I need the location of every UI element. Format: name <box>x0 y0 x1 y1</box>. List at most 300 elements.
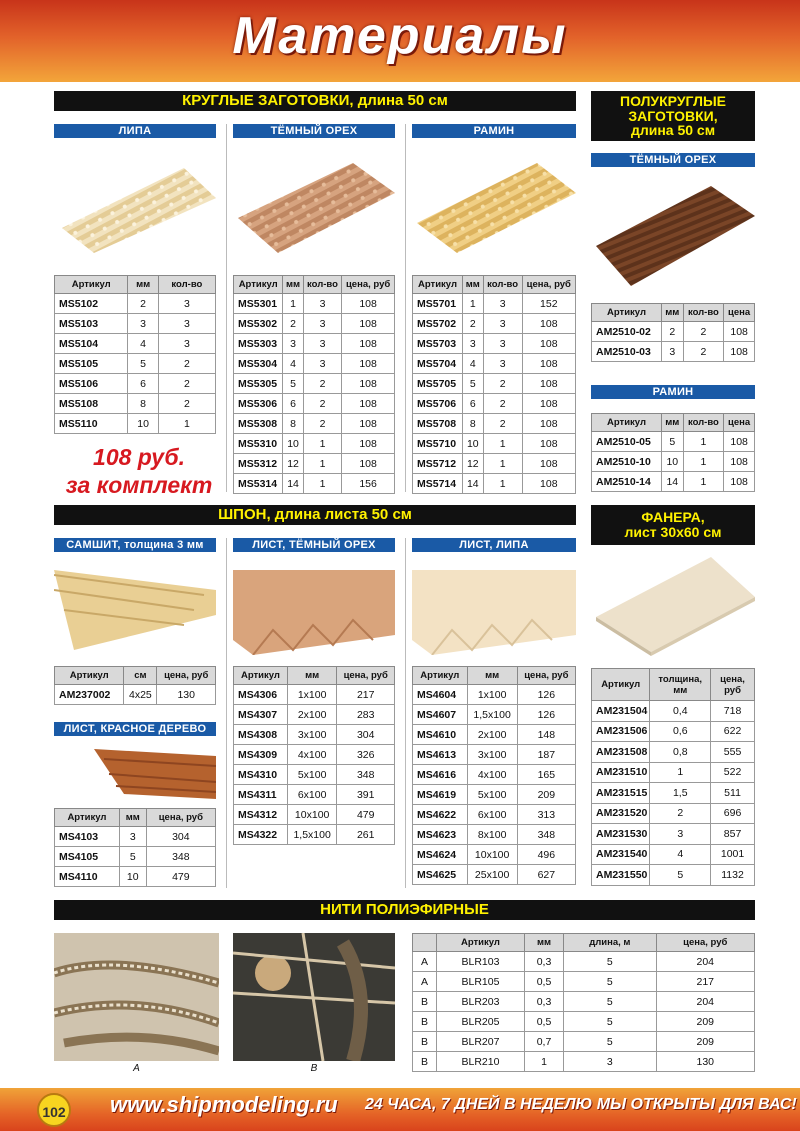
table-cell: 1 <box>683 472 724 492</box>
samshit-table <box>54 666 216 705</box>
table-cell: 4x25 <box>124 685 157 705</box>
website-link[interactable]: www.shipmodeling.ru <box>110 1092 338 1117</box>
table-cell: MS4310 <box>234 765 288 785</box>
table-cell: A <box>413 972 437 992</box>
table-cell: MS4103 <box>55 827 120 847</box>
table-row <box>413 952 755 972</box>
table-row <box>413 1032 755 1052</box>
plywood-image <box>591 552 755 657</box>
table-row <box>234 434 395 454</box>
table-cell: MS4616 <box>413 765 468 785</box>
table-cell: 496 <box>517 845 575 865</box>
column-header: мм <box>662 304 684 322</box>
table-cell: 2x100 <box>467 725 517 745</box>
table-cell: 348 <box>517 825 575 845</box>
table-cell: 304 <box>146 827 215 847</box>
table-cell: BLR205 <box>437 1012 525 1032</box>
table-cell: 4 <box>128 334 158 354</box>
table-cell: 1 <box>303 474 341 494</box>
table-cell: 217 <box>337 685 395 705</box>
table-cell: 3 <box>462 334 483 354</box>
table-cell: 1 <box>303 434 341 454</box>
table-cell: 209 <box>656 1032 754 1052</box>
half-ramin-table <box>591 413 755 492</box>
footer-slogan: 24 ЧАСА, 7 ДНЕЙ В НЕДЕЛЮ МЫ ОТКРЫТЫ ДЛЯ ВАС! <box>365 1096 797 1113</box>
table-cell: 5 <box>128 354 158 374</box>
table-row <box>413 705 576 725</box>
table-cell: 1 <box>683 452 724 472</box>
column-header: Артикул <box>234 667 288 685</box>
table-row <box>413 334 576 354</box>
table-row <box>413 414 576 434</box>
table-row <box>234 805 395 825</box>
half-title-line-1: ПОЛУКРУГЛЫЕ <box>620 92 726 109</box>
table-cell: AM231540 <box>592 844 650 865</box>
table-cell: MS4105 <box>55 847 120 867</box>
oreh-round-label: ТЁМНЫЙ ОРЕХ <box>233 124 395 138</box>
table-cell: 108 <box>724 452 755 472</box>
promo-price <box>54 443 224 499</box>
plywood-table <box>591 668 755 886</box>
column-header: мм <box>128 276 158 294</box>
table-cell: 326 <box>337 745 395 765</box>
table-cell: MS4312 <box>234 805 288 825</box>
half-round-title <box>591 91 755 141</box>
table-cell: MS4607 <box>413 705 468 725</box>
table-row <box>55 314 216 334</box>
table-cell: 1 <box>650 762 711 783</box>
table-cell: 1132 <box>711 865 755 886</box>
table-cell: 3 <box>158 294 215 314</box>
table-cell: 5 <box>564 952 656 972</box>
lipa-round-label: ЛИПА <box>54 124 216 138</box>
oreh-rods-image <box>233 148 395 253</box>
table-row <box>234 294 395 314</box>
table-row <box>55 847 216 867</box>
table-cell: 1 <box>524 1052 563 1072</box>
table-row <box>413 745 576 765</box>
table-cell: 2 <box>683 342 724 362</box>
table-cell: 2 <box>158 394 215 414</box>
table-cell: 10x100 <box>287 805 337 825</box>
table-cell: 25x100 <box>467 865 517 885</box>
table-row <box>234 374 395 394</box>
table-row <box>234 314 395 334</box>
table-cell: 108 <box>522 374 575 394</box>
table-cell: A <box>413 952 437 972</box>
table-cell: MS5705 <box>413 374 463 394</box>
table-row <box>413 454 576 474</box>
table-cell: MS4604 <box>413 685 468 705</box>
column-header: мм <box>119 809 146 827</box>
table-cell: MS5301 <box>234 294 283 314</box>
table-row <box>55 685 216 705</box>
column-header: кол-во <box>683 304 724 322</box>
table-cell: 3 <box>662 342 684 362</box>
table-cell: 108 <box>724 472 755 492</box>
table-header-row <box>55 667 216 685</box>
column-header: Артикул <box>55 276 128 294</box>
table-cell: 5 <box>650 865 711 886</box>
veneer-section-title: ШПОН, длина листа 50 см <box>54 505 576 525</box>
table-cell: 3 <box>564 1052 656 1072</box>
table-cell: MS5701 <box>413 294 463 314</box>
table-row <box>413 294 576 314</box>
table-cell: 2 <box>650 803 711 824</box>
table-cell: 3x100 <box>287 725 337 745</box>
column-header: Артикул <box>413 667 468 685</box>
table-cell: AM2510-10 <box>592 452 662 472</box>
table-header-row <box>413 276 576 294</box>
column-header: мм <box>662 414 684 432</box>
table-cell: 3 <box>119 827 146 847</box>
table-row <box>413 374 576 394</box>
table-cell: MS4311 <box>234 785 288 805</box>
table-cell: 4 <box>283 354 303 374</box>
table-cell: MS5103 <box>55 314 128 334</box>
table-row <box>592 721 755 742</box>
column-divider <box>405 124 406 492</box>
table-cell: BLR105 <box>437 972 525 992</box>
table-row <box>592 342 755 362</box>
table-cell: 8 <box>283 414 303 434</box>
table-cell: 108 <box>342 454 395 474</box>
table-cell: 522 <box>711 762 755 783</box>
table-cell: 5 <box>564 1012 656 1032</box>
column-header: Артикул <box>413 276 463 294</box>
table-row <box>234 725 395 745</box>
table-cell: 261 <box>337 825 395 845</box>
half-oreh-table <box>591 303 755 362</box>
column-header: толщина, мм <box>650 669 711 701</box>
table-cell: 4 <box>462 354 483 374</box>
table-row <box>592 742 755 763</box>
table-cell: AM231550 <box>592 865 650 886</box>
column-header: см <box>124 667 157 685</box>
table-cell: 5x100 <box>467 785 517 805</box>
table-cell: 1 <box>483 454 522 474</box>
table-cell: 696 <box>711 803 755 824</box>
table-cell: 1 <box>462 294 483 314</box>
table-cell: 6 <box>128 374 158 394</box>
table-cell: 3 <box>303 294 341 314</box>
red-wood-image <box>54 744 216 799</box>
round-section-title: КРУГЛЫЕ ЗАГОТОВКИ, длина 50 см <box>54 91 576 111</box>
table-header-row <box>413 667 576 685</box>
table-cell: 2 <box>483 394 522 414</box>
table-cell: 3 <box>283 334 303 354</box>
table-cell: MS4625 <box>413 865 468 885</box>
table-row <box>413 314 576 334</box>
table-cell: 187 <box>517 745 575 765</box>
table-cell: AM2510-02 <box>592 322 662 342</box>
table-cell: 130 <box>656 1052 754 1072</box>
column-header: мм <box>287 667 337 685</box>
table-cell: 14 <box>662 472 684 492</box>
table-row <box>592 701 755 722</box>
table-cell: 10 <box>662 452 684 472</box>
table-cell: 3x100 <box>467 745 517 765</box>
table-cell: B <box>413 992 437 1012</box>
column-header: кол-во <box>483 276 522 294</box>
half-oreh-image <box>591 176 755 286</box>
table-cell: 10x100 <box>467 845 517 865</box>
plywood-title-line-2: лист 30x60 см <box>624 524 722 540</box>
table-cell: 2 <box>662 322 684 342</box>
table-cell: 152 <box>522 294 575 314</box>
table-cell: AM2510-05 <box>592 432 662 452</box>
thread-b-caption: B <box>310 1063 318 1074</box>
table-cell: 1 <box>483 434 522 454</box>
table-cell: MS5312 <box>234 454 283 474</box>
table-cell: MS5108 <box>55 394 128 414</box>
table-cell: 204 <box>656 992 754 1012</box>
table-row <box>55 294 216 314</box>
column-header: цена, руб <box>157 667 216 685</box>
table-cell: 108 <box>342 354 395 374</box>
table-header-row <box>234 276 395 294</box>
table-cell: MS4619 <box>413 785 468 805</box>
table-row <box>413 394 576 414</box>
table-cell: 217 <box>656 972 754 992</box>
column-header: кол-во <box>303 276 341 294</box>
table-cell: 2 <box>462 314 483 334</box>
veneer-lipa-label: ЛИСТ, ЛИПА <box>412 538 576 552</box>
table-cell: 0,5 <box>524 972 563 992</box>
table-cell: 108 <box>342 314 395 334</box>
table-cell: 2 <box>128 294 158 314</box>
table-cell: BLR203 <box>437 992 525 1012</box>
table-cell: MS5102 <box>55 294 128 314</box>
table-cell: 3 <box>158 334 215 354</box>
table-cell: MS4610 <box>413 725 468 745</box>
table-cell: 14 <box>283 474 303 494</box>
thread-a-caption: A <box>133 1063 140 1074</box>
column-header: цена <box>724 304 755 322</box>
table-row <box>413 434 576 454</box>
table-cell: 14 <box>462 474 483 494</box>
column-header: цена, руб <box>342 276 395 294</box>
table-cell: 126 <box>517 705 575 725</box>
table-cell: 5 <box>564 972 656 992</box>
table-cell: MS5305 <box>234 374 283 394</box>
table-cell: 0,3 <box>524 992 563 1012</box>
table-cell: AM231508 <box>592 742 650 763</box>
table-cell: 126 <box>517 685 575 705</box>
table-row <box>55 374 216 394</box>
table-cell: 108 <box>522 354 575 374</box>
table-cell: AM2510-03 <box>592 342 662 362</box>
table-row <box>592 783 755 804</box>
table-cell: B <box>413 1012 437 1032</box>
table-row <box>234 705 395 725</box>
half-oreh-label: ТЁМНЫЙ ОРЕХ <box>591 153 755 167</box>
table-cell: 108 <box>522 434 575 454</box>
table-cell: 391 <box>337 785 395 805</box>
table-cell: 3 <box>303 334 341 354</box>
table-cell: 1x100 <box>467 685 517 705</box>
table-cell: MS4623 <box>413 825 468 845</box>
table-cell: 5 <box>119 847 146 867</box>
table-cell: MS4613 <box>413 745 468 765</box>
table-cell: 3 <box>158 314 215 334</box>
table-cell: 479 <box>337 805 395 825</box>
table-cell: MS5105 <box>55 354 128 374</box>
table-row <box>592 472 755 492</box>
table-cell: 156 <box>342 474 395 494</box>
table-cell: 2x100 <box>287 705 337 725</box>
table-cell: 108 <box>522 334 575 354</box>
table-cell: 209 <box>656 1012 754 1032</box>
column-header: мм <box>467 667 517 685</box>
table-cell: BLR103 <box>437 952 525 972</box>
table-cell: 718 <box>711 701 755 722</box>
table-cell: MS4308 <box>234 725 288 745</box>
table-cell: B <box>413 1032 437 1052</box>
veneer-oreh-table <box>233 666 395 845</box>
table-cell: MS5314 <box>234 474 283 494</box>
table-row <box>413 785 576 805</box>
column-header: Артикул <box>592 414 662 432</box>
table-row <box>234 745 395 765</box>
table-cell: 2 <box>283 314 303 334</box>
table-cell: 5x100 <box>287 765 337 785</box>
table-header-row <box>592 669 755 701</box>
table-row <box>413 825 576 845</box>
column-header: мм <box>462 276 483 294</box>
table-cell: MS4307 <box>234 705 288 725</box>
table-cell: 3 <box>303 314 341 334</box>
table-cell: 108 <box>522 454 575 474</box>
thread-b-image <box>233 933 395 1061</box>
table-cell: 108 <box>342 434 395 454</box>
table-row <box>592 865 755 886</box>
column-header: цена, руб <box>517 667 575 685</box>
column-header: длина, м <box>564 934 656 952</box>
table-cell: 108 <box>342 294 395 314</box>
table-cell: MS5706 <box>413 394 463 414</box>
promo-line-2: за комплект <box>65 472 213 498</box>
table-cell: 10 <box>462 434 483 454</box>
table-cell: 6x100 <box>287 785 337 805</box>
table-cell: BLR210 <box>437 1052 525 1072</box>
table-cell: MS4622 <box>413 805 468 825</box>
red-wood-table <box>54 808 216 887</box>
table-cell: 1 <box>683 432 724 452</box>
table-cell: 2 <box>303 414 341 434</box>
table-row <box>413 865 576 885</box>
table-row <box>592 803 755 824</box>
table-cell: 108 <box>522 314 575 334</box>
table-cell: 8 <box>128 394 158 414</box>
table-cell: MS5304 <box>234 354 283 374</box>
table-cell: 3 <box>483 294 522 314</box>
table-row <box>234 354 395 374</box>
table-cell: 348 <box>146 847 215 867</box>
table-cell: AM231506 <box>592 721 650 742</box>
table-cell: 3 <box>303 354 341 374</box>
table-cell: 5 <box>662 432 684 452</box>
table-header-row <box>592 304 755 322</box>
table-cell: AM237002 <box>55 685 124 705</box>
table-cell: 4x100 <box>467 765 517 785</box>
table-cell: 1,5x100 <box>287 825 337 845</box>
table-cell: MS5104 <box>55 334 128 354</box>
table-cell: 12 <box>283 454 303 474</box>
table-header-row <box>55 276 216 294</box>
table-row <box>413 992 755 1012</box>
column-header: Артикул <box>234 276 283 294</box>
table-row <box>413 725 576 745</box>
table-cell: 108 <box>342 334 395 354</box>
column-header: мм <box>524 934 563 952</box>
table-cell: 108 <box>522 474 575 494</box>
table-row <box>413 765 576 785</box>
table-cell: 0,5 <box>524 1012 563 1032</box>
table-cell: MS5303 <box>234 334 283 354</box>
table-row <box>413 474 576 494</box>
table-cell: 204 <box>656 952 754 972</box>
column-header: Артикул <box>55 667 124 685</box>
table-cell: 479 <box>146 867 215 887</box>
table-cell: MS5710 <box>413 434 463 454</box>
table-cell: 1 <box>483 474 522 494</box>
table-cell: AM231515 <box>592 783 650 804</box>
threads-table <box>412 933 755 1072</box>
column-header: цена, руб <box>146 809 215 827</box>
page-number: 102 <box>37 1093 71 1127</box>
table-cell: 283 <box>337 705 395 725</box>
page-title: Материалы <box>232 7 568 65</box>
column-header: кол-во <box>683 414 724 432</box>
veneer-oreh-label: ЛИСТ, ТЁМНЫЙ ОРЕХ <box>233 538 395 552</box>
table-cell: 348 <box>337 765 395 785</box>
table-row <box>234 454 395 474</box>
column-header: Артикул <box>55 809 120 827</box>
column-header: цена, руб <box>522 276 575 294</box>
ramin-rods-image <box>412 148 576 253</box>
lipa-round-table <box>54 275 216 434</box>
samshit-sheets-image <box>54 560 216 650</box>
table-row <box>234 334 395 354</box>
table-cell: 10 <box>128 414 158 434</box>
table-cell: 5 <box>564 992 656 1012</box>
table-cell: MS5308 <box>234 414 283 434</box>
table-cell: 108 <box>342 394 395 414</box>
veneer-oreh-image <box>233 560 395 655</box>
table-cell: MS5708 <box>413 414 463 434</box>
table-row <box>234 685 395 705</box>
table-cell: 0,7 <box>524 1032 563 1052</box>
column-header: Артикул <box>592 669 650 701</box>
table-cell: MS5704 <box>413 354 463 374</box>
table-cell: MS5712 <box>413 454 463 474</box>
table-row <box>592 432 755 452</box>
half-ramin-label: РАМИН <box>591 385 755 399</box>
table-cell: 148 <box>517 725 575 745</box>
table-row <box>413 845 576 865</box>
table-cell: MS5310 <box>234 434 283 454</box>
table-cell: 108 <box>724 432 755 452</box>
table-row <box>234 474 395 494</box>
table-cell: 1,5 <box>650 783 711 804</box>
table-row <box>234 765 395 785</box>
table-row <box>234 785 395 805</box>
table-row <box>55 334 216 354</box>
table-cell: 2 <box>483 414 522 434</box>
veneer-lipa-table <box>412 666 576 885</box>
table-cell: 627 <box>517 865 575 885</box>
